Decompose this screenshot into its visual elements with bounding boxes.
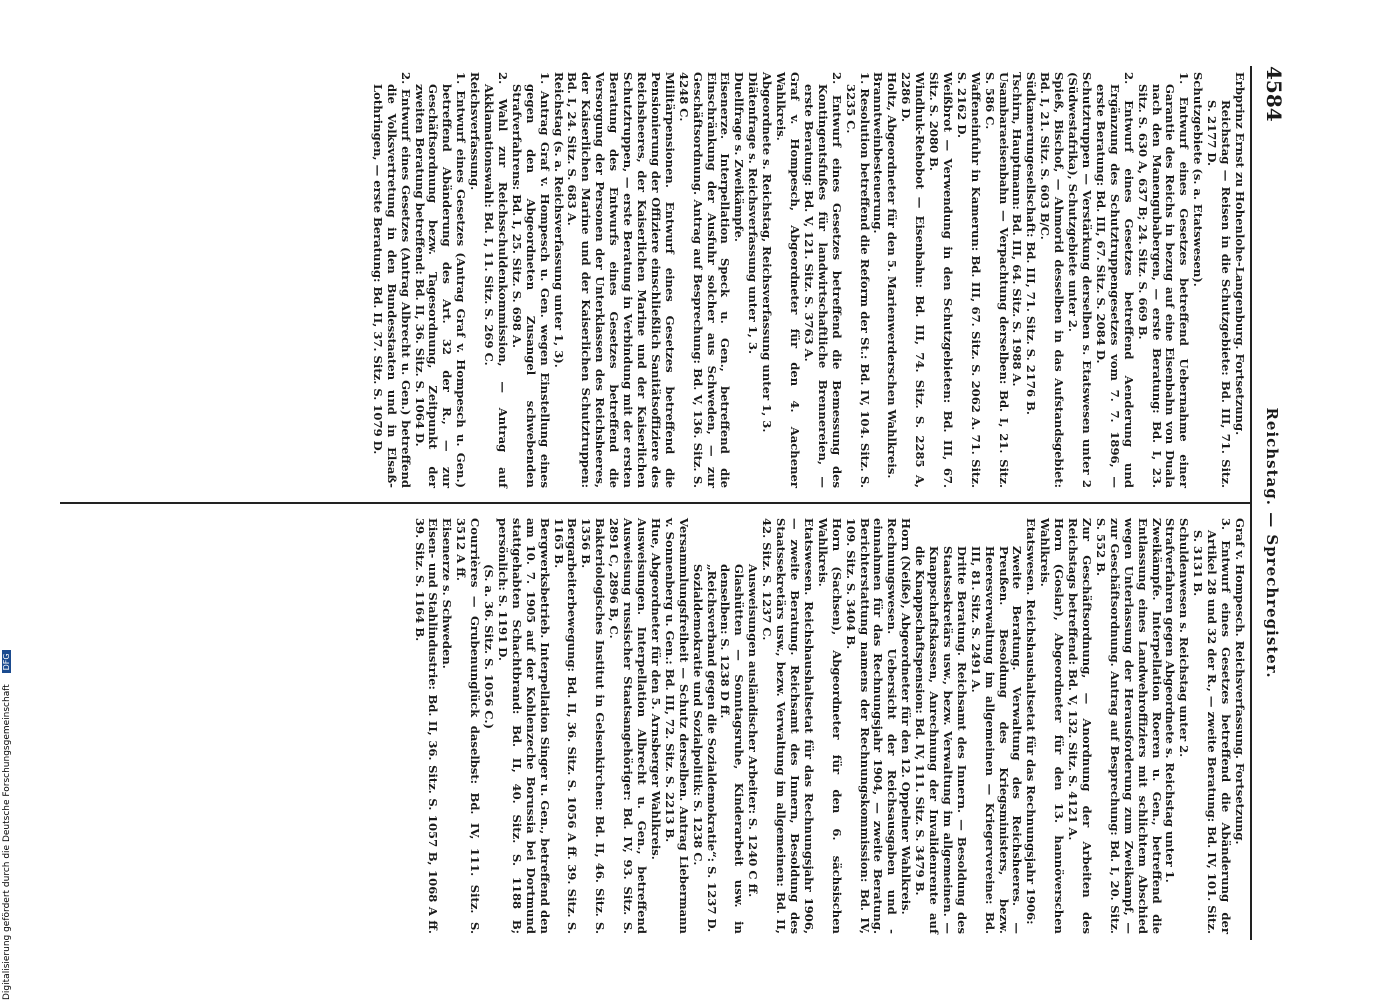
left-column (60, 66, 1250, 494)
index-entry: Eisen- und Stahlindustrie: Bd. II, 36. Sitz. S. 1057 B, 1068 A ff. 39. Sitz. S. 1164 B. (412, 517, 441, 934)
index-entry: Militärpensionen. Entwurf eines Gesetzes betreffend die Pensionierung der Offiziere einschließlich Sanitätsoffiziere des Reichsheeres, der Kaiserlichen Marine und der Kaiserlichen Schutztruppen, — erste Beratung in Verbindung mit der ersten Beratung des Entwurfs eines Gesetzes betreffend die Versorgung der Personen der Unterklassen des Reichsheeres, der Kaiserlichen Marine und der Kaiserlichen Schutztruppen: Bd. I, 24. Sitz. S. 683 A. (565, 72, 677, 488)
index-entry: Dritte Beratung. Reichsamt des Innern. — Besoldung des Staatssekretärs usw., bezw. Verwaltung im allgemeinen. — Knappschaftskassen, Anrechnung der Invalidenrente auf die Knappschaftspension: Bd. IV, 111. Sitz. S. 3479 B. (913, 545, 969, 934)
index-entry: Duellfrage s. Zweikämpfe. (732, 72, 747, 242)
footer-text: Digitalisierung gefördert durch die Deutsche Forschungsgemeinschaft (2, 684, 12, 1000)
index-entry: Glashütten — Sonntagsruhe, Kinderarbeit usw. in denselben: S. 1238 D ff. (718, 563, 747, 934)
index-entry: Rechnungswesen. Uebersicht der Reichsausgaben und -einnahmen für das Rechnungsjahr 1904, — zweite Beratung. Berichterstattung namens der Rechnungskommission: Bd. IV, 109. Sitz. S. 3404 B. (843, 517, 900, 934)
index-entry: Zur Geschäftsordnung, — Anordnung der Arbeiten des Reichstags betreffend: Bd. V, 132. Sitz. S. 4121 A. (1066, 517, 1095, 934)
index-entry: Etatswesen. Reichshaushaltsetat für das Rechnungsjahr 1906: (1024, 517, 1039, 925)
index-entry: Windhuk-Rehobot — Eisenbahn: Bd. III, 74. Sitz. S. 2285 A, 2286 D. (899, 72, 928, 488)
entry-heading: Hue, Abgeordneter für den 5. Arnsberger Wahlkreis. (648, 517, 663, 860)
index-entry: Etatswesen. Reichshaushaltsetat für das Rechnungsjahr 1906, — zweite Beratung. Reichsamt des Innern, Besoldung des Staatssekretärs usw., bezw. Verwaltung im allgemeinen: Bd. II, 42. Sitz. S. 1237 C. (760, 517, 816, 934)
index-entry: Zweikämpfe. Interpellation Roeren u. Gen., betreffend die Entlassung eines Landwehroffiziers mit schlichtem Abschied wegen Unterlassung der Herausforderung zum Zweikampf, — zur Geschäftsordnung. Antrag auf Besprechung: Bd. I, 20. Sitz. S. 552 B. (1093, 517, 1164, 934)
index-entry: Schutzgebiete (s. a. Etatswesen). (1191, 72, 1206, 287)
index-entry: Reichstag (s. a. Reichsverfassung unter 1, 3). (551, 72, 566, 368)
index-entry: 2. Entwurf eines Gesetzes betreffend Aenderung und Ergänzung des Schutztruppengesetzes vom 7. 7. 1896, — erste Beratung: Bd. III, 67. Sitz. S. 2084 D. (1093, 72, 1136, 488)
index-entry: Ausweisungen. Interpellation Albrecht u. Gen., betreffend Ausweisung russischer Staatsangehöriger: Bd. IV, 93. Sitz. S. 2891 C, 2896 B, C. (607, 517, 650, 934)
index-entry: Courrières — Grubenunglück daselbst: Bd. IV, 111. Sitz. S. 3512 A ff. (454, 517, 483, 934)
index-entry: „Reichsverband gegen die Sozialdemokratie“: S. 1237 D. (704, 563, 719, 933)
index-entry: Diätenfrage s. Reichsverfassung unter 1, 3. (746, 72, 761, 355)
index-entry: 1. Entwurf eines Gesetzes (Antrag Graf v. Hompesch u. Gen.) betreffend Abänderung des Art. 32 der R., — zur Geschäftsordnung bezw. Tagesordnung, Zeitpunkt der zweiten Beratung betreffend: Bd. II, 36. Sitz. S. 1064 D. (412, 72, 469, 488)
index-entry: Ausweisungen ausländischer Arbeiter: S. 1240 C ff. (746, 563, 761, 898)
index-entry: Eisenerze s. Schweden. (440, 517, 455, 669)
index-entry: Schuldenwesen s. Reichstag unter 2. (1177, 517, 1192, 758)
running-title: Reichstag. — Sprechregister. (1263, 407, 1281, 679)
entry-heading: Erbprinz Ernst zu Hohenlohe-Langenburg. Fortsetzung. (1233, 72, 1247, 436)
index-entry: Eisenerze. Interpellation Speck u. Gen., betreffend die Einschränkung der Ausfuhr solcher aus Schweden, — zur Geschäftsordnung. Antrag auf Besprechung: Bd. V, 136. Sitz. S. 4248 C. (676, 72, 733, 488)
index-entry: Reichstag — Reisen in die Schutzgebiete: Bd. III, 71. Sitz. S. 2177 D. (1205, 100, 1234, 488)
index-entry: Spieß, Bischof, — Ahmorid desselben in das Aufstandsgebiet: Bd. I, 21. Sitz. S. 603 B/C. (1038, 72, 1067, 488)
index-entry: Abgeordnete s. Reichstag, Reichsverfassung unter 1, 3. (760, 72, 775, 433)
entry-heading: Horn (Goslar), Abgeordneter für den 13. hannöverschen Wahlkreis. (1038, 517, 1067, 934)
index-entry: 1. Resolution betreffend die Reform der St.: Bd. IV, 104. Sitz. S. 3235 C. (843, 72, 872, 488)
dfg-logo: DFG (2, 650, 11, 673)
page-header (1250, 66, 1286, 940)
index-entry: 1. Antrag Graf v. Hompesch u. Gen. wegen Einstellung eines gegen den Abgeordneten Zusangel schwebenden Strafverfahrens: Bd. I, 25. Sitz. S. 698 A. (509, 72, 552, 488)
column-divider (60, 502, 1250, 504)
index-entry: Usambaraeisenbahn — Verpachtung derselben: Bd. I, 21. Sitz. S. 586 C. (982, 72, 1011, 488)
entry-heading: Graf v. Hompesch, Abgeordneter für den 4. Aachener Wahlkreis. (774, 72, 802, 488)
index-entry: Bergarbeiterbewegung: Bd. II, 36. Sitz. S. 1056 A ff. 39. Sitz. S. 1165 B. (551, 517, 580, 934)
index-entry: Strafverfahren gegen Abgeordnete s. Reichstag unter 1. (1163, 517, 1178, 883)
index-entry: Versammlungsfreiheit — Schutz derselben. Antrag Liebermann v. Sonnenberg u. Gen.: Bd. III, 72. Sitz. S. 2213 B. (662, 517, 691, 934)
page-number: 4584 (1262, 66, 1286, 122)
right-column (60, 512, 1250, 940)
index-entry: Branntweinbesteuerung. (871, 72, 886, 234)
index-entry: Bakteriologisches Institut in Gelsenkirchen: Bd. II, 46. Sitz. S. 1356 B. (579, 517, 608, 934)
entry-heading: Horn (Neiße), Abgeordneter für den 12. Oppelner Wahlkreis. (899, 517, 914, 915)
index-entry: (S. a. 36. Sitz. S. 1056 C.) (482, 563, 497, 729)
index-entry: Südkamerungesellschaft: Bd. III, 71. Sitz. S. 2176 B. (1024, 72, 1039, 415)
index-entry: 3. Entwurf eines Gesetzes betreffend die Abänderung der Artikel 28 und 32 der R., — zweite Beratung: Bd. IV, 101. Sitz. S. 3131 B. (1191, 517, 1234, 934)
entry-heading: Graf v. Hompesch. Reichsverfassung. Fortsetzung. (1233, 517, 1247, 845)
index-entry: Schutztruppen — Verstärkung derselben s. Etatswesen unter 2 (Südwestafrika), Schutzgebiete unter 2. (1066, 72, 1095, 488)
index-entry: Zweite Beratung. Verwaltung des Reichsheeres. — Preußen. Besoldung des Kriegsministers, bezw. Heeresverwaltung im allgemeinen — Kriegervereine: Bd. III, 81. Sitz. S. 2491 A. (968, 545, 1025, 934)
index-entry: Reichsverfassung. (468, 72, 483, 191)
index-entry: Bergwerksbetrieb. Interpellation Singer u. Gen., betreffend den am 10. 7. 1905 auf der Kohlenzeche Borussia bei Dortmund stattgehabten Schachtbrand: Bd. II, 40. Sitz. S. 1188 B; persönlich: S. 1191 D. (495, 517, 552, 934)
index-entry: 2. Entwurf eines Gesetzes betreffend die Bemessung des Kontingentsfußes für landwirtschaftliche Brennereien, — erste Beratung: Bd. V, 121. Sitz. S. 3763 A. (801, 72, 844, 488)
index-entry: 2. Wahl zur Reichsschuldenkommission, — Antrag auf Akklamationswahl: Bd. I, 11. Sitz. S. 269 C. (482, 72, 510, 488)
index-entry: Waffeneinfuhr in Kamerun: Bd. III, 67. Sitz. S. 2062 A. 71. Sitz. S. 2162 D. (954, 72, 983, 488)
index-entry: 2. Entwurf eines Gesetzes (Antrag Albrecht u. Gen.) betreffend die Volksvertretung in den Bundesstaaten und in Elsaß-Lothringen, — erste Beratung: Bd. II, 37. Sitz. S. 1079 D. (370, 72, 413, 488)
digitization-footer (2, 0, 16, 1000)
entry-heading: Holtz, Abgeordneter für den 5. Marienwerderschen Wahlkreis. (885, 72, 900, 479)
index-entry: Sozialdemokratie und Sozialpolitik: S. 1238 C. (690, 563, 705, 866)
index-entry: Weißbrot — Verwendung in den Schutzgebieten: Bd. III, 67. Sitz. S. 2080 B. (927, 72, 955, 488)
index-entry: Tschirn, Hauptmann: Bd. III, 64. Sitz. S. 1988 A. (1010, 72, 1025, 387)
index-entry: 1. Entwurf eines Gesetzes betreffend Uebernahme einer Garantie des Reichs in bezug auf eine Eisenbahn von Duala nach den Manengubabergen, — erste Beratung: Bd. I, 23. Sitz. S. 630 A, 637 B; 24. Sitz. S. 669 B. (1135, 72, 1192, 488)
entry-heading: Horn (Sachsen), Abgeordneter für den 6. sächsischen Wahlkreis. (815, 517, 844, 934)
